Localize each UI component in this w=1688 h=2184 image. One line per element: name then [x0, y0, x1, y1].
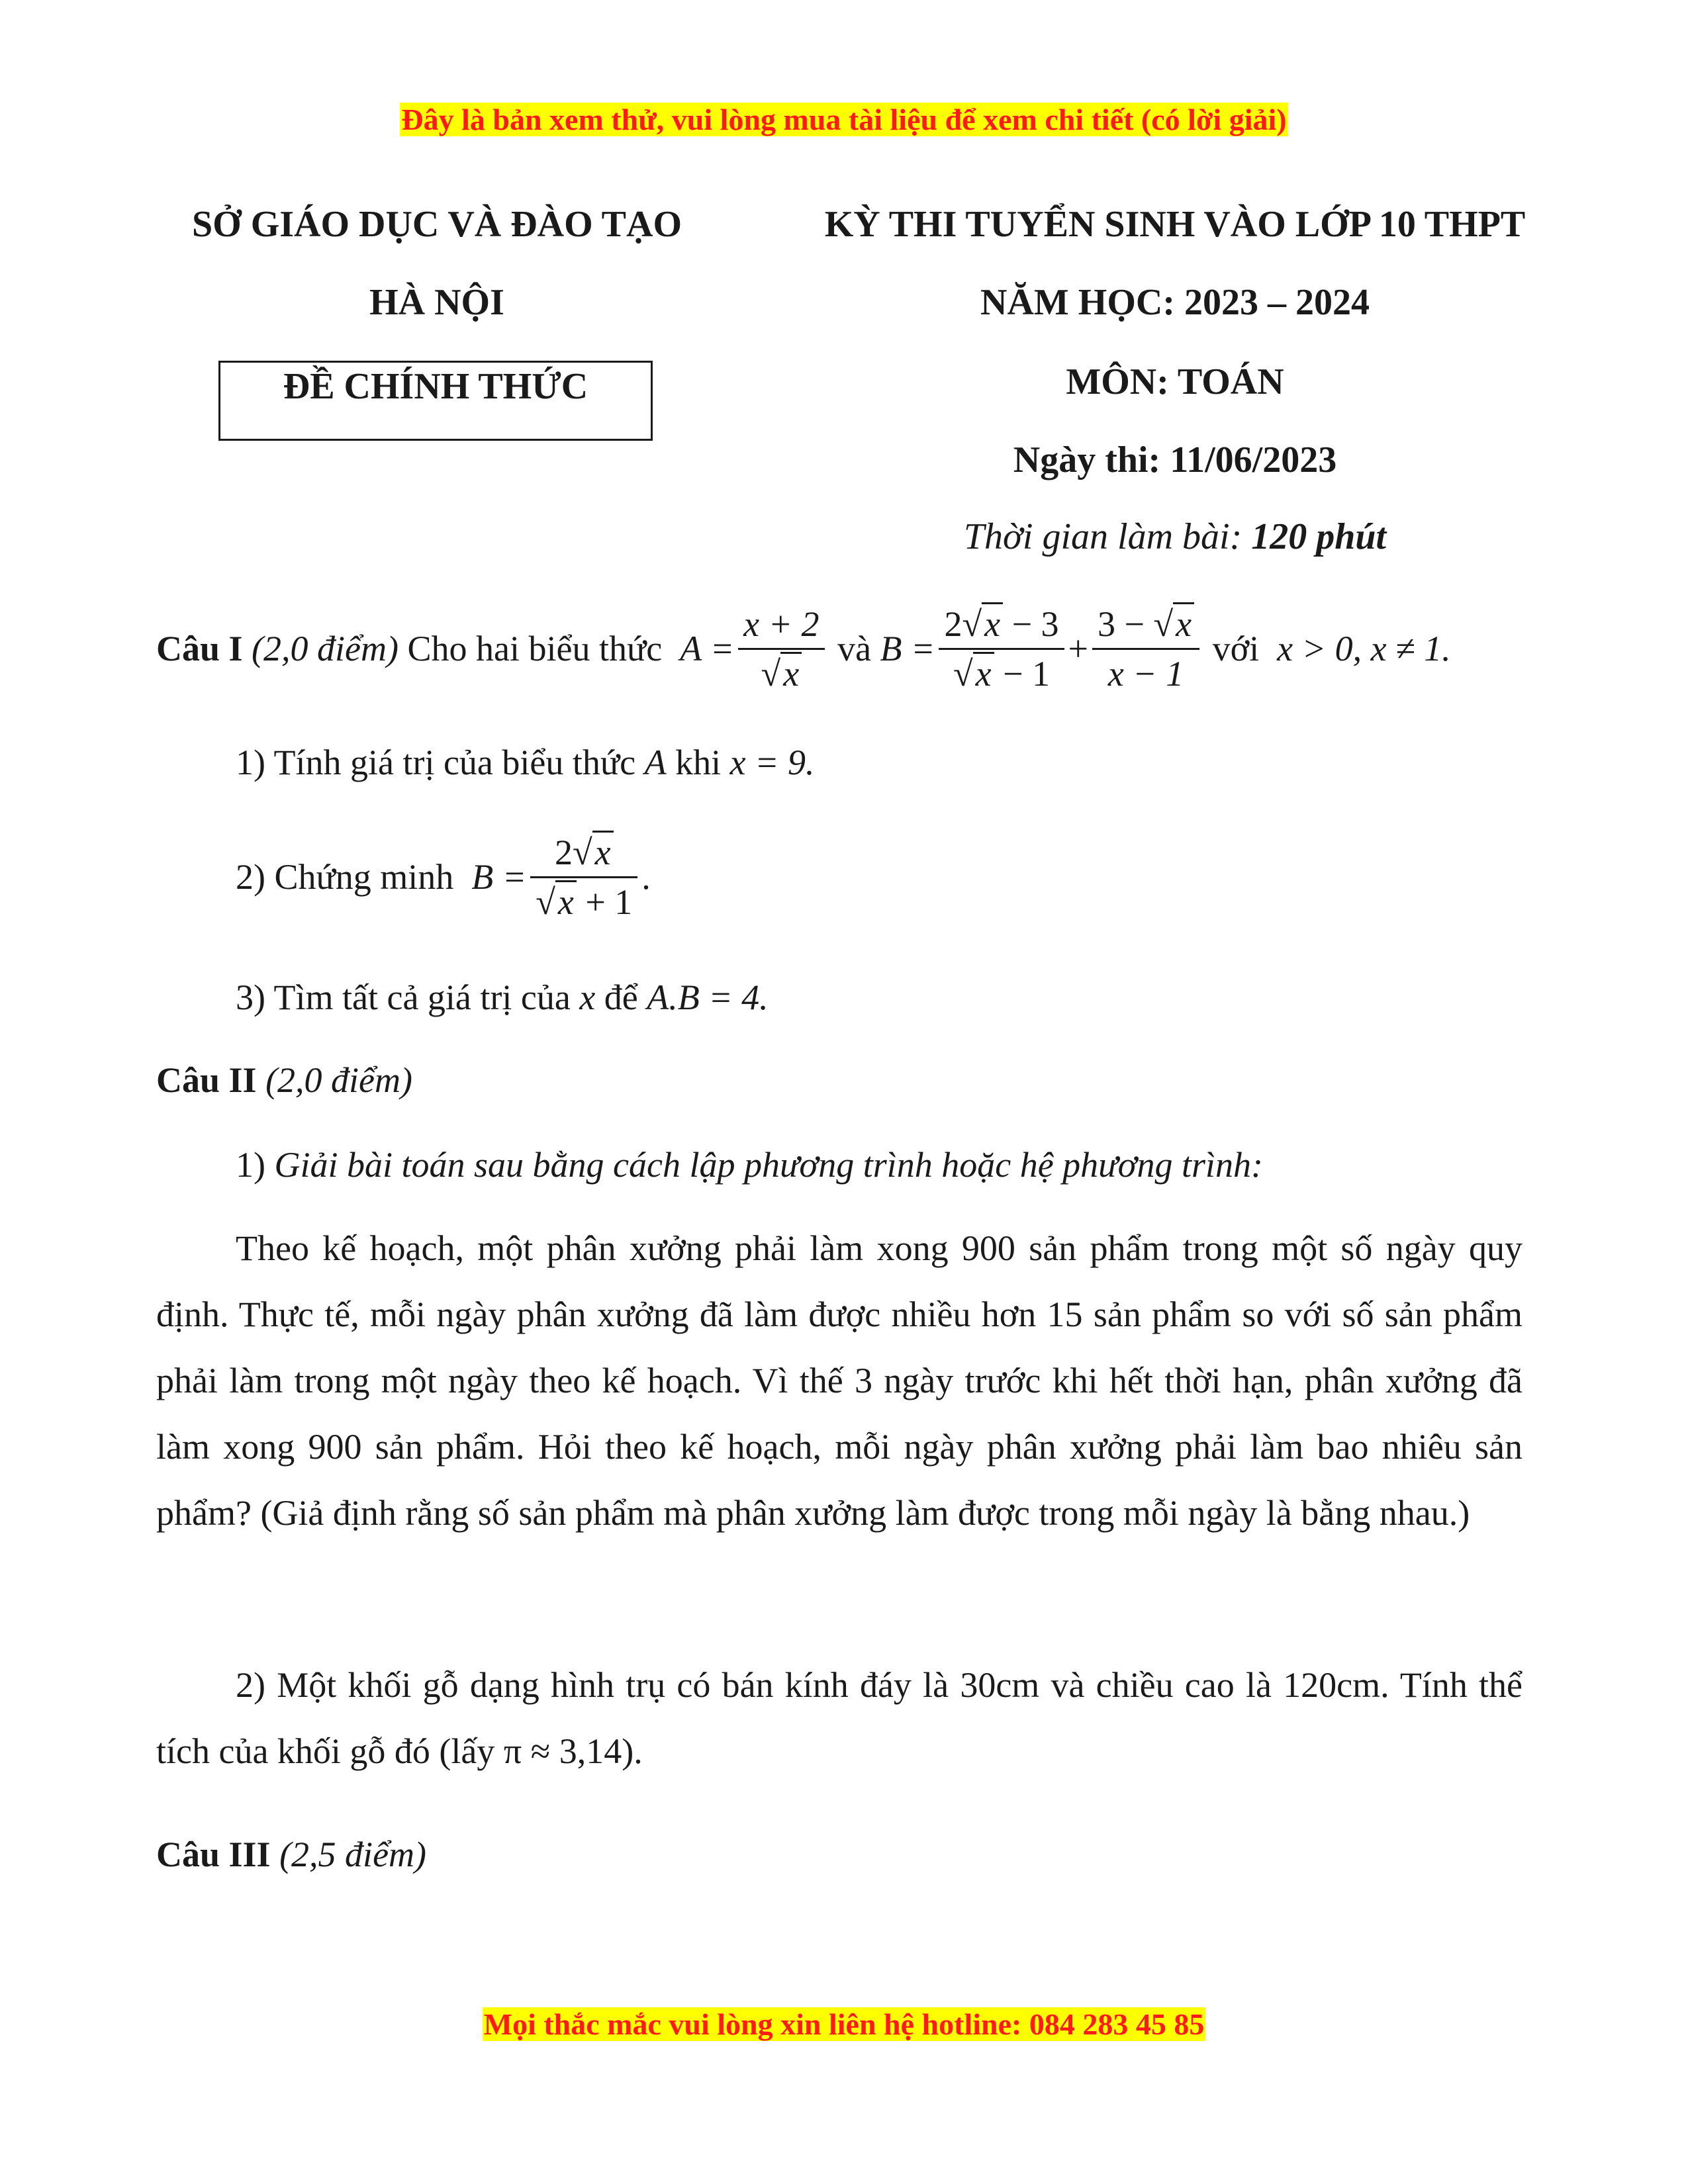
expr-a-lhs: A = [680, 629, 735, 668]
question-1-intro: Cho hai biểu thức [407, 629, 663, 668]
city-name: HÀ NỘI [369, 282, 504, 323]
school-year: NĂM HỌC: 2023 – 2024 [980, 282, 1370, 323]
department-name: SỞ GIÁO DỤC VÀ ĐÀO TẠO [191, 204, 682, 245]
question-1-title: Câu I [156, 629, 243, 668]
expr-b-fraction-2: $\frac{3 - √x}{x - 1}$ [1092, 603, 1199, 695]
subject: MÔN: TOÁN [1066, 361, 1284, 402]
preview-notice: Đây là bản xem thử, vui lòng mua tài liệu để xem chi tiết (có lời giải) [401, 103, 1287, 136]
question-3-heading [156, 1833, 426, 1876]
exam-title: KỲ THI TUYỂN SINH VÀO LỚP 10 THPT [824, 204, 1526, 245]
top-notice-row [0, 102, 1688, 138]
question-2-title: Câu II [156, 1060, 257, 1100]
question-1-statement [156, 596, 1451, 702]
question-1-part-3: 3) Tìm tất cả giá trị của x để A.B = 4. [236, 978, 769, 1017]
exam-date: Ngày thi: 11/06/2023 [1013, 439, 1337, 480]
official-exam-box [218, 361, 653, 441]
plus-sign: + [1068, 629, 1089, 668]
question-2-part-1-body: Theo kế hoạch, một phân xưởng phải làm xong 900 sản phẩm trong một số ngày quy định. Thực tế, mỗi ngày phân xưởng đã làm được nhiều hơn 15 sản phẩm so với số sản phẩm phải làm trong một ngày theo kế hoạch. Vì thế 3 ngày trước khi hết thời hạn, phân xưởng đã làm xong 900 sản phẩm. Hỏi theo kế hoạch, mỗi ngày phân xưởng phải làm bao nhiêu sản phẩm? (Giả định rằng số sản phẩm mà phân xưởng làm được trong mỗi ngày là bằng nhau.) [156, 1228, 1523, 1533]
question-1-part-1: 1) Tính giá trị của biểu thức A khi x = 9. [236, 743, 815, 782]
and-word: và [837, 629, 872, 668]
duration-label: Thời gian làm bài: [963, 516, 1252, 557]
official-exam-label: ĐỀ CHÍNH THỨC [283, 366, 588, 407]
expr-a-numerator: x + 2 [738, 603, 824, 650]
with-word: với [1212, 629, 1260, 668]
question-2-part-1-task: 1) Giải bài toán sau bằng cách lập phương trình hoặc hệ phương trình: [236, 1145, 1263, 1185]
question-1-part-2: 2) Chứng minh B = $\frac{2√x}{√x + 1}$ . [236, 824, 651, 930]
hotline-notice: Mọi thắc mắc vui lòng xin liên hệ hotline: 084 283 45 85 [483, 2007, 1205, 2041]
question-1-points: (2,0 điểm) [252, 629, 399, 668]
exam-duration [768, 515, 1582, 559]
expr-b-lhs: B = [880, 629, 935, 668]
expr-b-fraction-1: $\frac{2√x - 3}{√x - 1}$ [939, 603, 1064, 695]
proof-fraction: $\frac{2√x}{√x + 1}$ [530, 831, 637, 923]
expr-a-denominator: √x [761, 653, 802, 695]
question-2-part-2: 2) Một khối gỗ dạng hình trụ có bán kính đáy là 30cm và chiều cao là 120cm. Tính thể tích của khối gỗ đó (lấy π ≈ 3,14). [156, 1665, 1523, 1771]
question-3-title: Câu III [156, 1835, 271, 1874]
question-2-heading [156, 1059, 412, 1101]
domain-condition: x > 0, x ≠ 1. [1277, 629, 1451, 668]
bottom-notice-row [0, 2007, 1688, 2042]
duration-value: 120 phút [1251, 516, 1387, 557]
question-2-points: (2,0 điểm) [265, 1060, 412, 1100]
expr-a-fraction [738, 603, 824, 695]
question-3-points: (2,5 điểm) [279, 1835, 427, 1874]
